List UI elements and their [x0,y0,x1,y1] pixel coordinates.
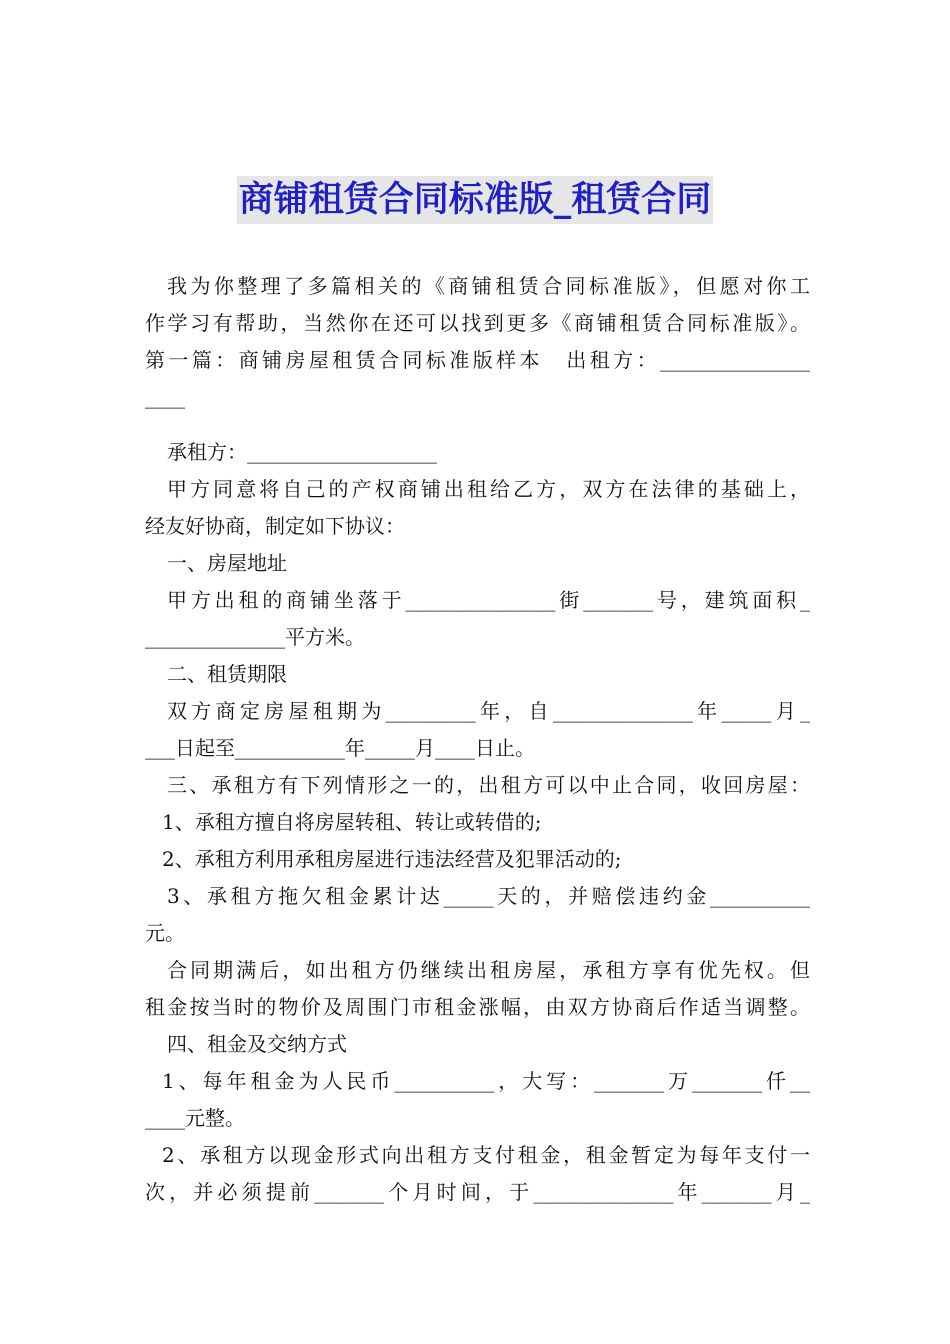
paragraph-line: 甲方出租的商铺坐落于_______________街_______号，建筑面积_ [167,588,810,612]
paragraph-line: 双方商定房屋租期为_________年，自______________年_____月_ [167,699,810,723]
list-item: 1、每年租金为人民币__________，大写：_______万_______仟__ [162,1069,810,1093]
paragraph-line: ______________平方米。 [145,625,365,649]
list-item: 3、承租方拖欠租金累计达_____天的，并赔偿违约金__________ [167,884,810,908]
document-body [145,268,810,1211]
section-heading: 四、租金及交纳方式 [167,1032,347,1056]
paragraph-line: ___日起至___________年_____月____日止。 [145,736,535,760]
section-heading: 二、租赁期限 [167,662,287,686]
list-item: 2、承租方利用承租房屋进行违法经营及犯罪活动的; [162,847,622,871]
title-wrap [0,176,950,224]
paragraph-line: 租金按当时的物价及周围门市租金涨幅，由双方协商后作适当调整。 [145,995,810,1019]
list-item: 1、承租方擅自将房屋转租、转让或转借的; [162,810,542,834]
list-item: 2、承租方以现金形式向出租方支付租金，租金暂定为每年支付一 [162,1143,810,1167]
paragraph-line: 次，并必须提前_______个月时间，于______________年_______月_ [145,1180,810,1204]
section-heading: 三、承租方有下列情形之一的，出租方可以中止合同，收回房屋： [167,773,810,797]
paragraph-line: 第一篇：商铺房屋租赁合同标准版样本 出租方：_______________ [145,348,810,372]
paragraph-line: 元。 [145,921,185,945]
document-title: 商铺租赁合同标准版_租赁合同 [237,176,714,224]
section-heading: 一、房屋地址 [167,551,287,575]
paragraph-line: 合同期满后，如出租方仍继续出租房屋，承租方享有优先权。但 [167,958,810,982]
paragraph-line: ____ [145,385,185,409]
paragraph-line: 作学习有帮助，当然你在还可以找到更多《商铺租赁合同标准版》。 [145,311,810,335]
paragraph-line: 甲方同意将自己的产权商铺出租给乙方，双方在法律的基础上， [167,477,810,501]
paragraph-line: 承租方：___________________ [167,440,437,464]
paragraph-line: ____元整。 [145,1106,245,1130]
paragraph-line: 我为你整理了多篇相关的《商铺租赁合同标准版》，但愿对你工 [167,274,810,298]
paragraph-line: 经友好协商，制定如下协议： [145,514,405,538]
